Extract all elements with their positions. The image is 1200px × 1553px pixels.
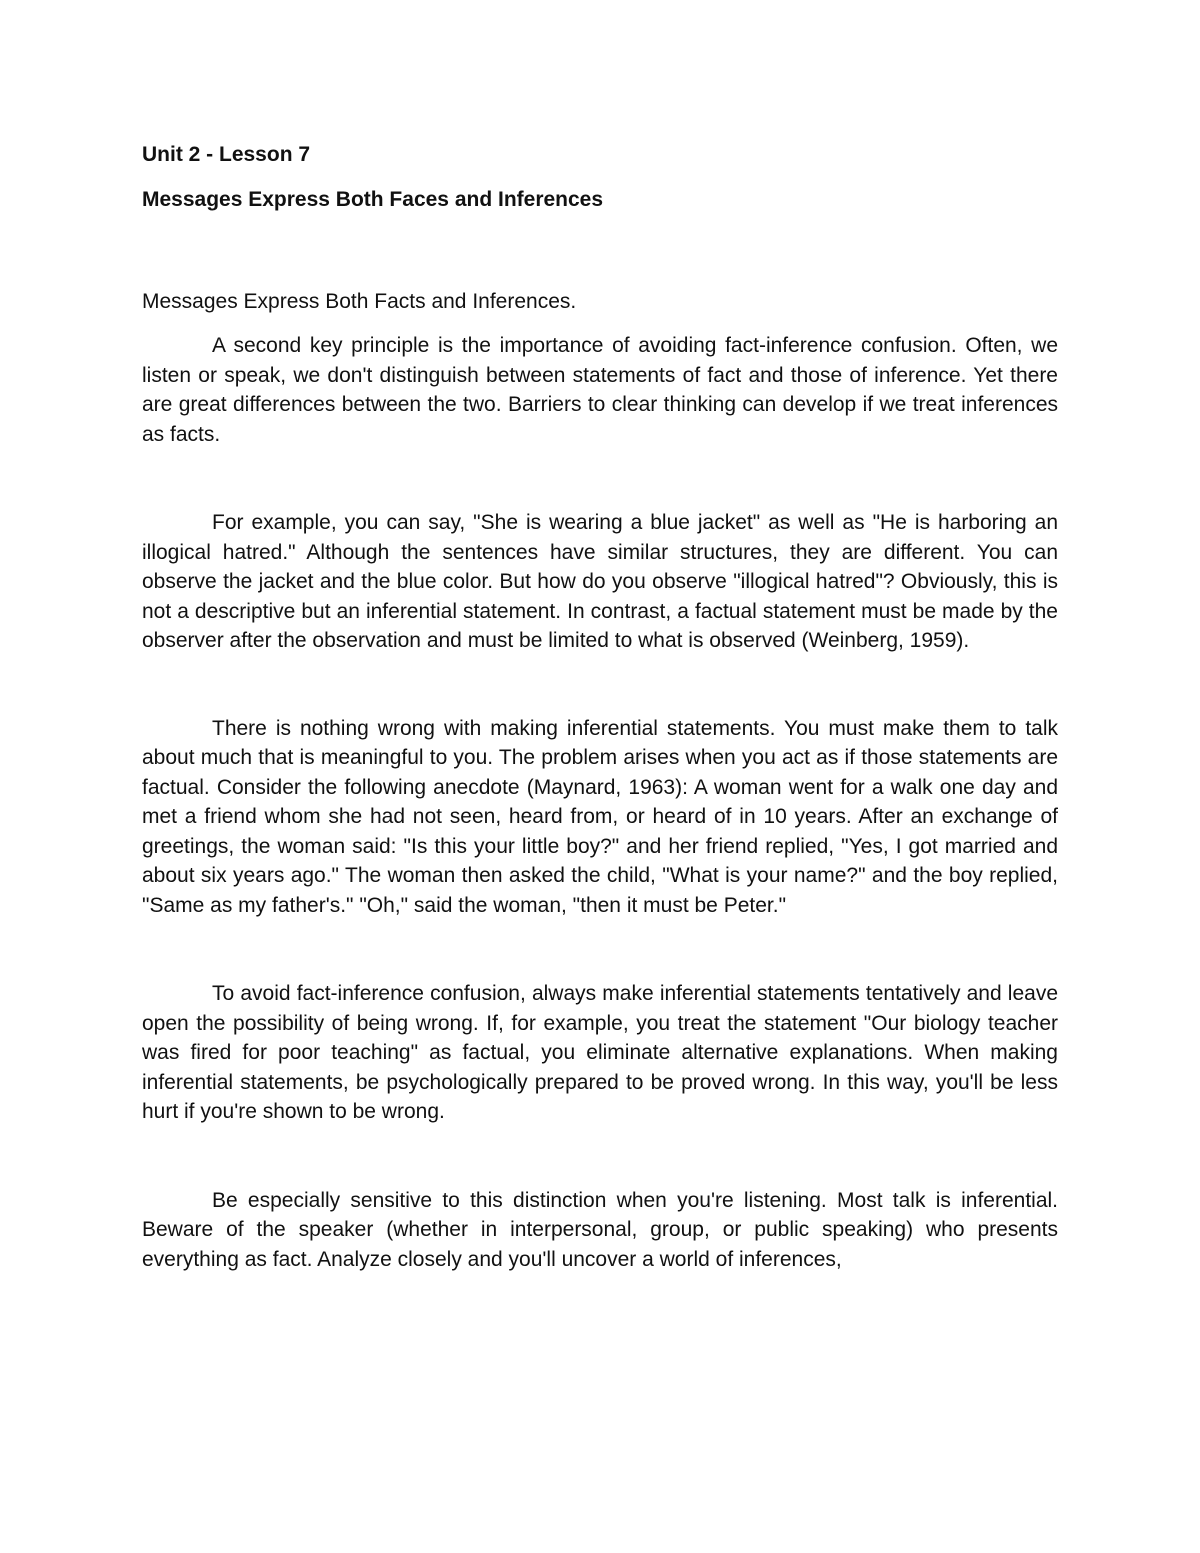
paragraph-4: To avoid fact-inference confusion, always make inferential statements tentatively and leave open the possibility of being wrong. If, for example, you treat the statement "Our biology teacher was fired for poor teaching" as factual, you eliminate alternative explanations. When making inferential statements, be psychologically prepared to be proved wrong. In this way, you'll be less hurt if you're shown to be wrong. <box>142 982 1058 1123</box>
paragraph-5: Be especially sensitive to this distinction when you're listening. Most talk is inferential. Beware of the speaker (whether in interpersonal, group, or public speaking) who presents everything as fact. Analyze closely and you'll uncover a world of inferences, <box>142 1188 1058 1271</box>
lesson-title: Messages Express Both Faces and Inferences <box>142 188 604 211</box>
section-subtitle: Messages Express Both Facts and Inferences. <box>142 290 577 313</box>
unit-heading: Unit 2 - Lesson 7 <box>142 143 311 166</box>
paragraph-1: A second key principle is the importance of avoiding fact-inference confusion. Often, we listen or speak, we don't distinguish between statements of fact and those of inference. Yet there are great differences between the two. Barriers to clear thinking can develop if we treat inferences as facts. <box>142 334 1058 446</box>
document-body <box>142 140 1058 1274</box>
paragraph-3: There is nothing wrong with making inferential statements. You must make them to talk about much that is meaningful to you. The problem arises when you act as if those statements are factual. Consider the following anecdote (Maynard, 1963): A woman went for a walk one day and met a friend whom she had not seen, heard from, or heard of in 10 years. After an exchange of greetings, the woman said: "Is this your little boy?" and her friend replied, "Yes, I got married and about six years ago." The woman then asked the child, "What is your name?" and the boy replied, "Same as my father's." "Oh," said the woman, "then it must be Peter." <box>142 716 1058 917</box>
paragraph-2: For example, you can say, "She is wearing a blue jacket" as well as "He is harboring an illogical hatred." Although the sentences have similar structures, they are different. You can observe the jacket and the blue color. But how do you observe "illogical hatred"? Obviously, this is not a descriptive but an inferential statement. In contrast, a factual statement must be made by the observer after the observation and must be limited to what is observed (Weinberg, 1959). <box>142 511 1058 652</box>
